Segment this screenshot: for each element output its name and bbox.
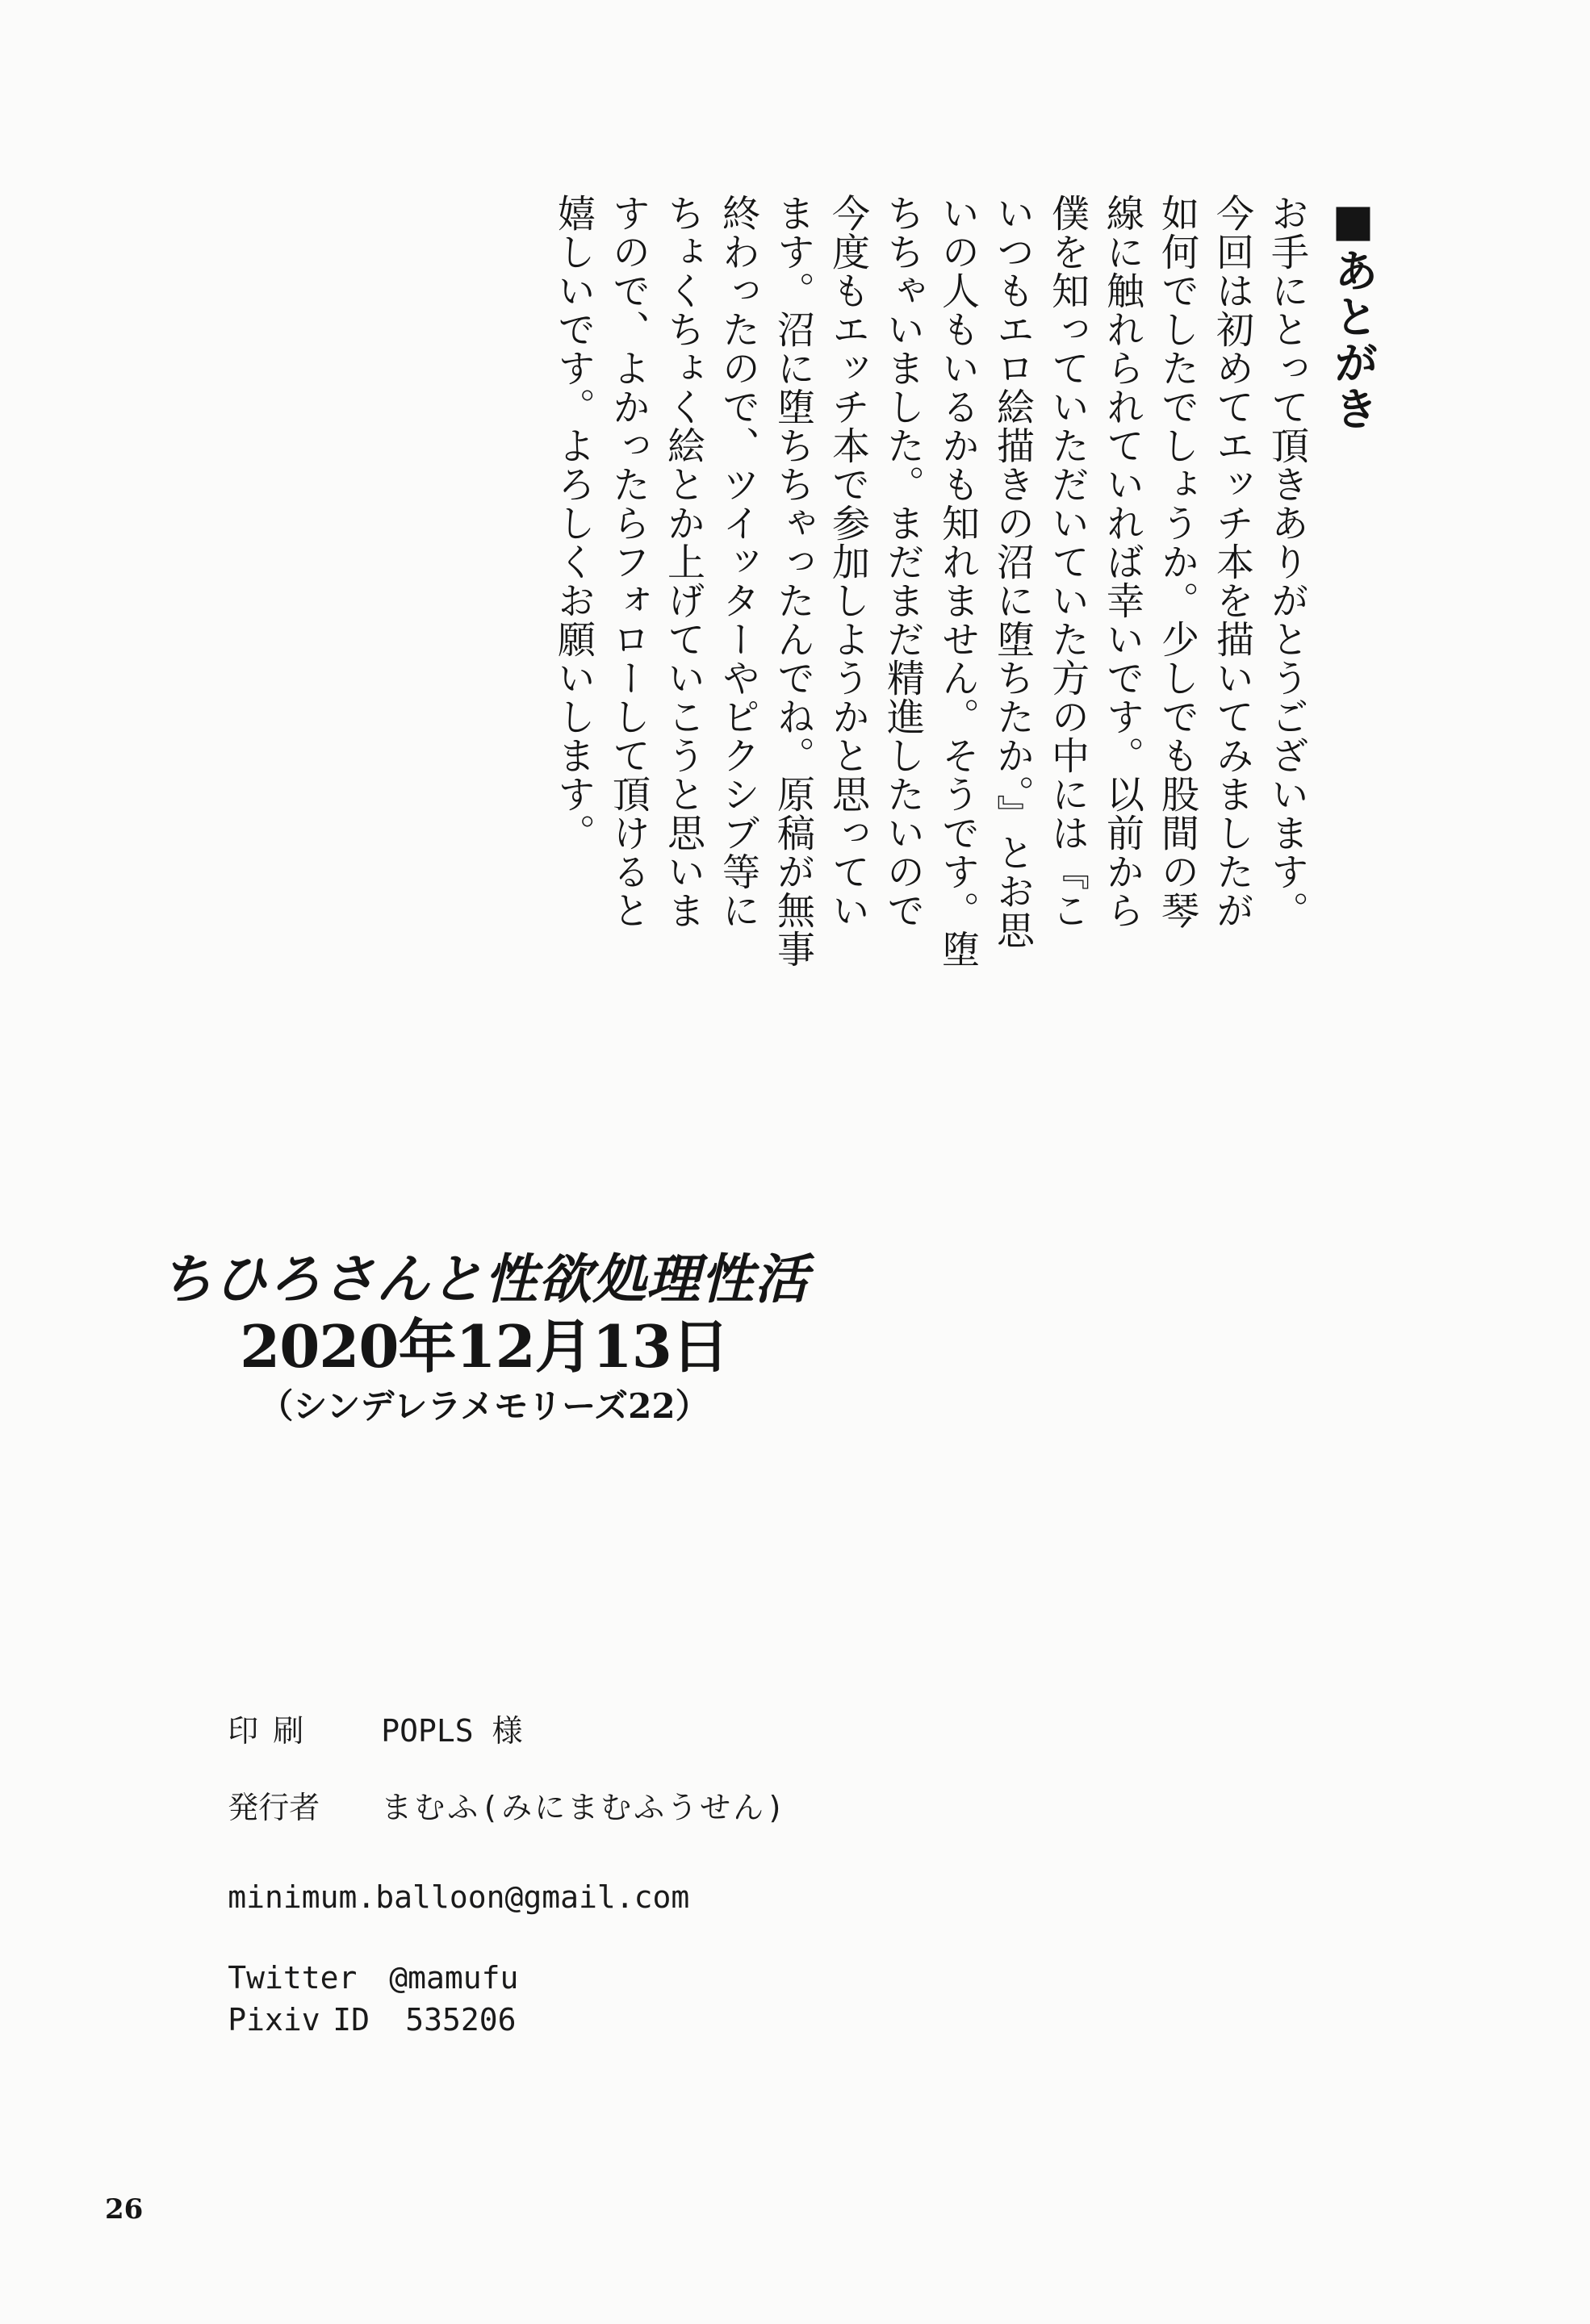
afterword-line: 終わったので、ツイッターやピクシブ等に (716, 194, 760, 930)
afterword-line: 如何でしたでしょうか。少しでも股間の琴 (1155, 194, 1199, 930)
afterword-line: 線に触れられていれば幸いです。以前から (1100, 194, 1144, 930)
page-number: 26 (105, 2193, 144, 2226)
afterword-line: お手にとって頂きありがとうございます。 (1265, 194, 1309, 930)
square-bullet-icon: ■ (1327, 194, 1379, 248)
afterword-line: 僕を知っていただいていた方の中には『こ (1045, 194, 1090, 930)
afterword-line: ちちゃいました。まだまだ精進したいので (881, 194, 925, 930)
twitter-handle: @mamufu (389, 1960, 519, 1996)
publisher-value: まむふ(みにまむふうせん) (381, 1790, 788, 1825)
afterword-line: いつもエロ絵描きの沼に堕ちたか。』とお思 (990, 194, 1035, 950)
afterword-heading: あとがき (1327, 248, 1379, 432)
pixiv-id-label: ID (333, 2002, 370, 2038)
printer-label: 印刷 (228, 1713, 319, 1749)
afterword-line: いの人もいるかも知れません。そうです。堕 (935, 194, 980, 968)
afterword-line: 今回は初めてエッチ本を描いてみましたが (1210, 194, 1254, 930)
twitter-label: Twitter (228, 1960, 358, 1996)
afterword-line: 嬉しいです。よろしくお願いします。 (551, 194, 596, 852)
book-title: ちひろさんと性欲処理性活 (160, 1248, 809, 1310)
email-address: minimum.balloon@gmail.com (228, 1879, 690, 1915)
printer-value: POPLS 様 (381, 1713, 523, 1749)
afterword-line: すので、よかったらフォローして頂けると (606, 194, 651, 930)
pixiv-row (117, 1967, 517, 2073)
afterword-section (546, 194, 1380, 1049)
pixiv-label: Pixiv (228, 2002, 320, 2038)
book-title-block (121, 1247, 847, 1431)
afterword-line: 今度もエッチ本で参加しようかと思ってい (826, 194, 870, 930)
event-name: （シンデレラメモリーズ22） (259, 1386, 709, 1426)
publication-date: 2020年12月13日 (240, 1312, 729, 1381)
publisher-label: 発行者 (228, 1790, 320, 1825)
afterword-heading-line (1325, 194, 1380, 1049)
afterword-line: ちょくちょく絵とか上げていこうと思いま (661, 194, 705, 930)
pixiv-id-value: 535206 (405, 2002, 517, 2038)
afterword-line: ます。沼に堕ちちゃったんでね。原稿が無事 (771, 194, 815, 968)
